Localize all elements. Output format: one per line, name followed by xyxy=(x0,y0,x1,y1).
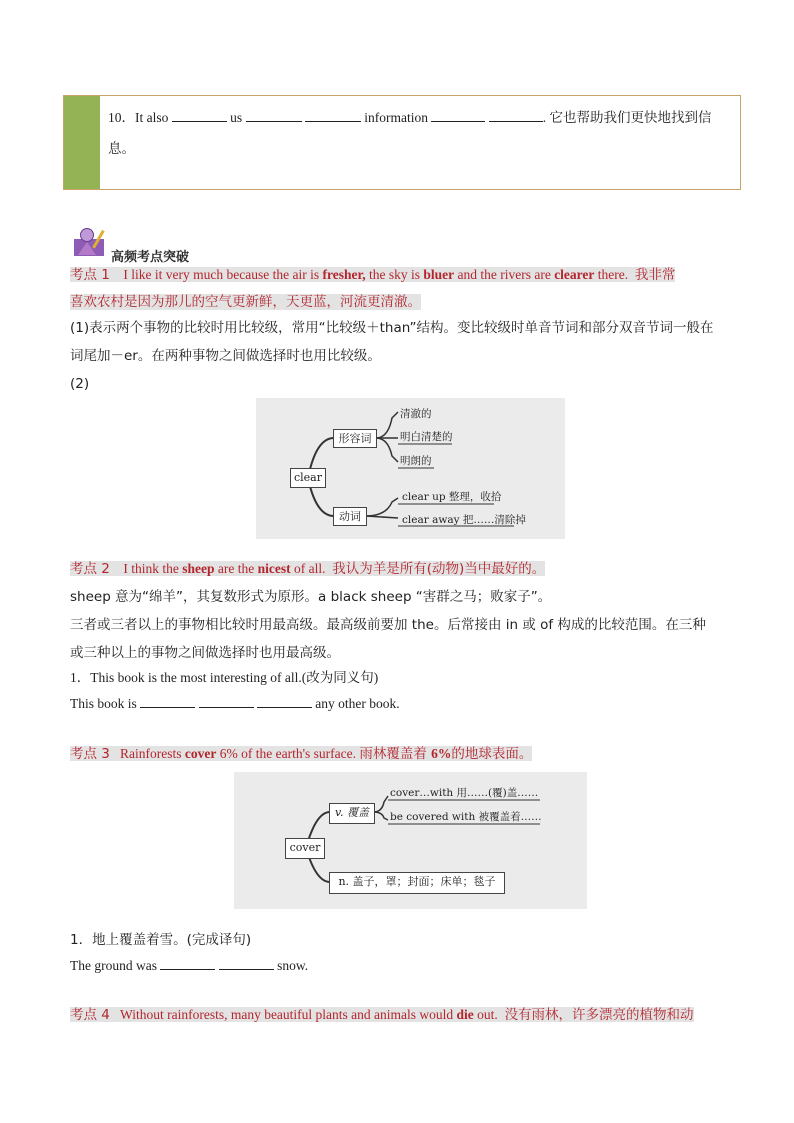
note-line: (1)表示两个事物的比较时用比较级，常用“比较级＋than”结构。变比较级时单音节词和部分双音节词一般在 xyxy=(70,320,714,336)
kaodian-label: 考点 4 xyxy=(70,1007,110,1023)
clear-mindmap xyxy=(256,398,565,539)
kd1-s4: there. xyxy=(594,267,629,282)
mindmap-center: cover xyxy=(285,838,325,859)
question-10-text xyxy=(108,102,738,164)
mindmap-leaf: be covered with 被覆盖着…… xyxy=(390,811,542,823)
note-line: 三者或三者以上的事物相比较时用最高级。最高级前要加 the。后常接由 in 或 of 构成的比较范围。在三种 xyxy=(70,617,706,633)
kaodian-1 xyxy=(70,264,675,286)
kd1-s3: and the rivers are xyxy=(454,267,555,282)
note-line: 或三种以上的事物之间做选择时也用最高级。 xyxy=(70,645,340,661)
kd2-cn: 我认为羊是所有(动物)当中最好的。 xyxy=(332,561,546,577)
answer-blank[interactable] xyxy=(140,693,195,708)
kaodian-2 xyxy=(70,558,545,580)
q10-text-a: 10．It also xyxy=(108,110,169,125)
kd2-s3: of all. xyxy=(290,561,326,576)
q10-text-e: 息。 xyxy=(108,141,135,156)
kd1-s1: I like it very much because the air is xyxy=(123,267,323,282)
kaodian-label: 考点 3 xyxy=(70,746,110,762)
kaodian-2-line xyxy=(70,561,545,576)
answer-blank[interactable] xyxy=(431,107,485,122)
exercise-text-b: snow. xyxy=(277,958,309,973)
kd1-bold-3: clearer xyxy=(554,267,595,282)
mindmap-branch-verb: 动词 xyxy=(333,507,367,526)
kaodian-3 xyxy=(70,743,532,765)
kd3-cn-1: 雨林覆盖着 xyxy=(359,746,432,762)
kd4-s1: Without rainforests, many beautiful plants and animals would xyxy=(120,1007,457,1022)
exercise-prompt: 1．This book is the most interesting of all.(改为同义句) xyxy=(70,670,379,685)
exercise-text-a: The ground was xyxy=(70,958,157,973)
kaodian-2-notes xyxy=(70,583,730,667)
kd3-cn-bold: 6% xyxy=(431,746,452,761)
kd1-bold-2: bluer xyxy=(423,267,455,282)
answer-blank[interactable] xyxy=(246,107,302,122)
kaodian-1-cn xyxy=(70,291,421,313)
kaodian-4-line xyxy=(70,1007,694,1022)
kd2-s2: are the xyxy=(214,561,258,576)
kd1-s2: the sky is xyxy=(365,267,424,282)
kaodian-label: 考点 1 xyxy=(70,267,110,283)
answer-blank[interactable] xyxy=(305,107,361,122)
question-side-bar xyxy=(64,96,100,189)
kd3-s2: 6% of the earth's surface. xyxy=(216,746,356,761)
question-10-box xyxy=(63,95,741,190)
q10-text-b: us xyxy=(230,110,243,125)
kd4-cn: 没有雨林，许多漂亮的植物和动 xyxy=(504,1007,694,1023)
mindmap-branch-noun: n. 盖子，罩；封面；床单；毯子 xyxy=(329,872,505,894)
kd1-bold-1: fresher, xyxy=(322,267,366,282)
mindmap-leaf: 清澈的 xyxy=(400,408,432,420)
mindmap-branch-adj: 形容词 xyxy=(333,429,377,448)
kaodian-1-translation: 喜欢农村是因为那儿的空气更新鲜，天更蓝，河流更清澈。 xyxy=(70,294,421,310)
kd2-s1: I think the xyxy=(123,561,183,576)
mindmap-branch-verb: v. 覆盖 xyxy=(329,803,375,824)
mindmap-leaf: 明朗的 xyxy=(400,455,432,467)
kaodian-4 xyxy=(70,1004,694,1026)
kd1-cn-1: 我非常 xyxy=(634,267,676,283)
answer-blank[interactable] xyxy=(160,955,215,970)
cover-mindmap xyxy=(234,772,587,909)
mindmap-center: clear xyxy=(290,468,326,488)
mindmap-leaf: clear up 整理，收拾 xyxy=(402,491,502,503)
teacher-icon xyxy=(73,227,109,257)
section-title: 高频考点突破 xyxy=(111,250,190,265)
kd4-s2: out. xyxy=(473,1007,498,1022)
kaodian-2-exercise xyxy=(70,665,730,717)
mindmap-leaf: cover…with 用……(覆)盖…… xyxy=(390,787,539,799)
answer-blank[interactable] xyxy=(489,107,543,122)
kaodian-3-exercise xyxy=(70,927,730,979)
kaodian-1-notes xyxy=(70,314,730,398)
kaodian-3-line xyxy=(70,746,532,761)
note-line: sheep 意为“绵羊”，其复数形式为原形。a black sheep “害群之马；败家子”。 xyxy=(70,589,552,605)
note-line: 词尾加－er。在两种事物之间做选择时也用比较级。 xyxy=(70,348,381,364)
kd4-bold-1: die xyxy=(456,1007,474,1022)
exercise-line xyxy=(70,691,730,717)
answer-blank[interactable] xyxy=(219,955,274,970)
kd2-bold-2: nicest xyxy=(257,561,291,576)
mindmap-leaf: clear away 把……清除掉 xyxy=(402,514,526,526)
kd3-cn-2: 的地球表面。 xyxy=(451,746,533,762)
mindmap-leaf: 明白清楚的 xyxy=(400,431,453,443)
exercise-text-a: This book is xyxy=(70,696,137,711)
kd3-bold-1: cover xyxy=(184,746,217,761)
answer-blank[interactable] xyxy=(199,693,254,708)
answer-blank[interactable] xyxy=(172,107,227,122)
kd2-bold-1: sheep xyxy=(182,561,215,576)
q10-text-d: . 它也帮助我们更快地找到信 xyxy=(542,110,712,125)
exercise-prompt: 1．地上覆盖着雪。(完成译句) xyxy=(70,932,252,948)
note-line: (2) xyxy=(70,376,90,392)
q10-text-c: information xyxy=(364,110,429,125)
exercise-line xyxy=(70,953,730,979)
kaodian-label: 考点 2 xyxy=(70,561,110,577)
kd3-s1: Rainforests xyxy=(120,746,185,761)
answer-blank[interactable] xyxy=(257,693,312,708)
kaodian-1-line xyxy=(70,267,675,282)
exercise-text-b: any other book. xyxy=(315,696,400,711)
